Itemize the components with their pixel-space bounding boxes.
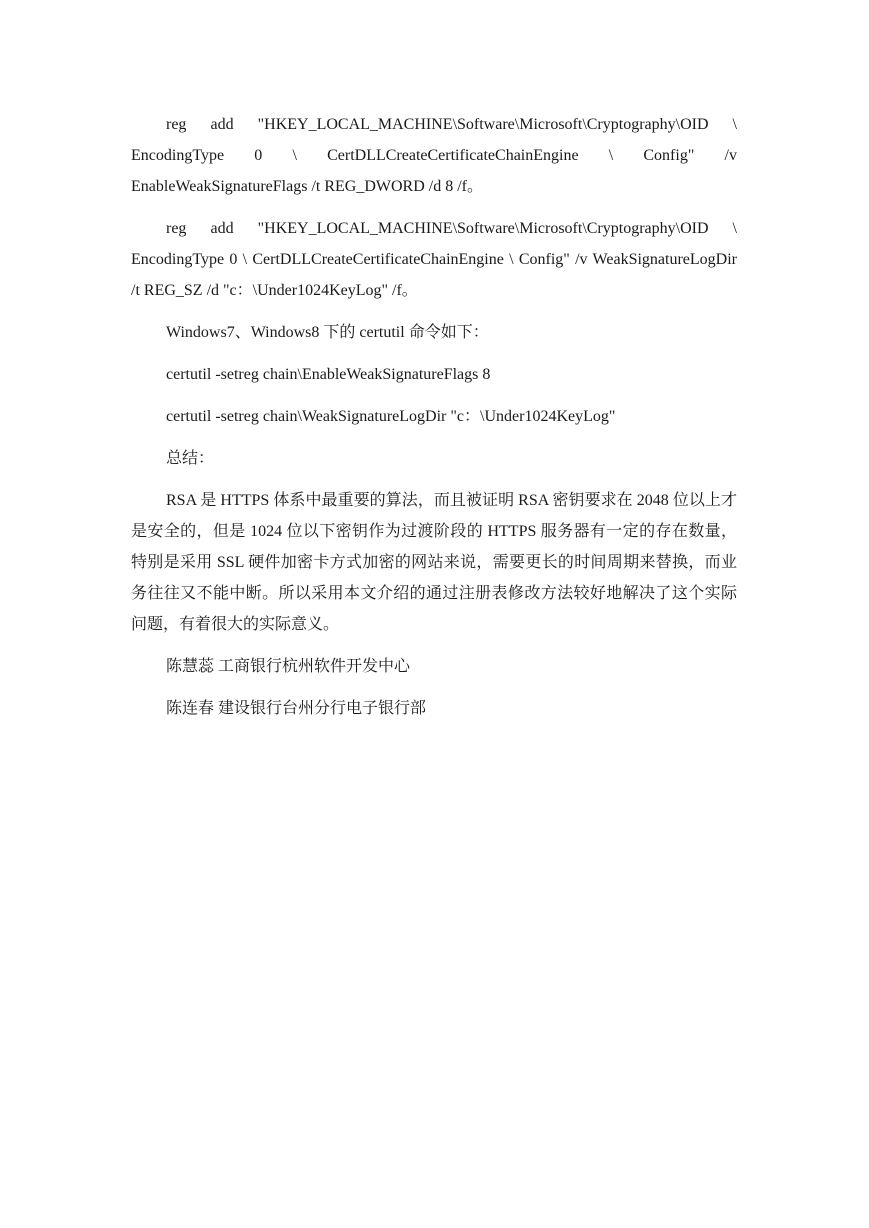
document-body (131, 109, 737, 735)
registry-command-enable-flags: reg add "HKEY_LOCAL_MACHINE\Software\Microsoft\Cryptography\OID \ EncodingType 0 \ CertDLLCreateCertificateChainEngine \ Config" /v EnableWeakSignatureFlags /t REG_DWORD /d 8 /f。 (131, 116, 737, 195)
certutil-intro: Windows7、Windows8 下的 certutil 命令如下： (166, 324, 489, 341)
author-line-2: 陈连春 建设银行台州分行电子银行部 (166, 700, 427, 717)
certutil-command-log-dir: certutil -setreg chain\WeakSignatureLogDir "c：\Under1024KeyLog" (166, 408, 616, 425)
summary-heading: 总结： (166, 450, 215, 467)
author-line-1: 陈慧蕊 工商银行杭州软件开发中心 (166, 658, 411, 675)
summary-paragraph: RSA 是 HTTPS 体系中最重要的算法，而且被证明 RSA 密钥要求在 2048 位以上才是安全的，但是 1024 位以下密钥作为过渡阶段的 HTTPS 服务器有一定的存在数量，特别是采用 SSL 硬件加密卡方式加密的网站来说，需要更长的时间周期来替换，而业务往往又不能中断。所以采用本文介绍的通过注册表修改方法较好地解决了这个实际问题，有着很大的实际意义。 (131, 492, 737, 633)
certutil-command-flags: certutil -setreg chain\EnableWeakSignatureFlags 8 (166, 366, 491, 383)
registry-command-log-dir: reg add "HKEY_LOCAL_MACHINE\Software\Microsoft\Cryptography\OID \ EncodingType 0 \ CertDLLCreateCertificateChainEngine \ Config" /v WeakSignatureLogDir /t REG_SZ /d "c：\Under1024KeyLog" /f。 (131, 220, 737, 299)
